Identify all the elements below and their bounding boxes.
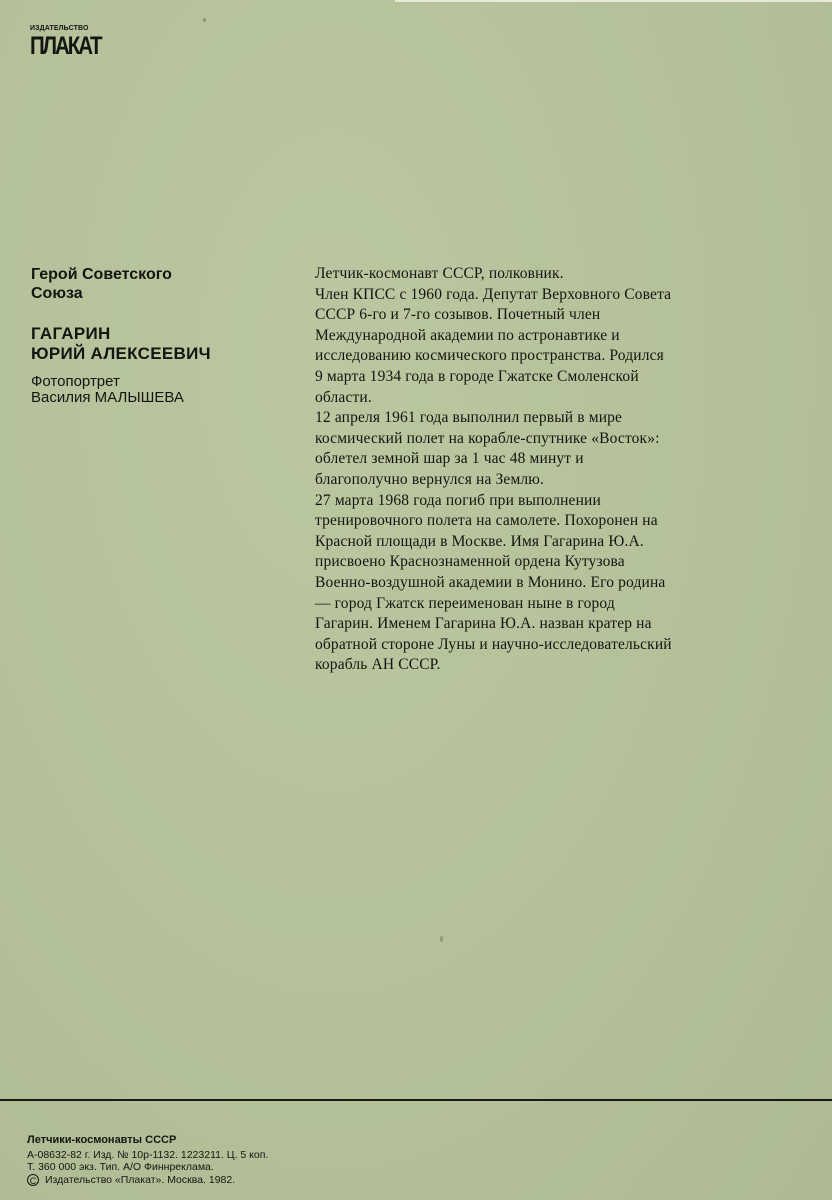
- hero-title-line1: Герой Советского: [31, 266, 172, 283]
- imprint-line3-wrap: [27, 1174, 427, 1187]
- publisher-logo: [30, 25, 101, 60]
- footer-divider: [0, 1099, 832, 1101]
- series-title: Летчики-космонавты СССР: [27, 1134, 177, 1146]
- copyright-icon: C: [27, 1174, 39, 1186]
- dust-speck: [440, 936, 443, 942]
- photo-credit-line2: Василия МАЛЫШЕВА: [31, 389, 184, 406]
- person-name: [31, 324, 276, 364]
- photo-credit: [31, 374, 276, 406]
- header-block: [31, 265, 276, 406]
- dust-speck: [203, 18, 206, 22]
- imprint-line2: Т. 360 000 экз. Тип. А/О Финнреклама.: [27, 1161, 214, 1173]
- hero-title: [31, 265, 276, 303]
- imprint-line1: А-08632-82 г. Изд. № 10р-1132. 1223211. Ц. 5 коп.: [27, 1148, 269, 1161]
- hero-title-line2: Союза: [31, 285, 83, 302]
- photo-credit-line1: Фотопортрет: [31, 373, 120, 390]
- logo-small-text: ИЗДАТЕЛЬСТВО: [30, 25, 89, 32]
- person-given-names: ЮРИЙ АЛЕКСЕЕВИЧ: [31, 344, 211, 363]
- logo-big-text: ПЛАКАТ: [30, 32, 101, 60]
- biography-text: Летчик-космонавт СССР, полковник. Член КПСС с 1960 года. Депутат Верховного Совета СССР 6-го и 7-го созывов. Почетный член Международной академии по астронавтике и исследованию космического пространства. Родился 9 марта 1934 года в городе Гжатске Смоленской области. 12 апреля 1961 года выполнил первый в мире космический полет на корабле-спутнике «Восток»: облетел земной шар за 1 час 48 минут и благополучно вернулся на Землю. 27 марта 1968 года погиб при выполнении тренировочного полета на самолете. Похоронен на Красной площади в Москве. Имя Гагарина Ю.А. присвоено Краснознаменной ордена Кутузова Военно-воздушной академии в Монино. Его родина — город Гжатск переименован ныне в город Гагарин. Именем Гагарина Ю.А. назван кратер на обратной стороне Луны и научно-исследовательский корабль АН СССР.: [315, 265, 672, 674]
- person-surname: ГАГАРИН: [31, 324, 111, 343]
- imprint-block: [27, 1134, 427, 1186]
- top-edge-line: [395, 0, 832, 2]
- imprint-line3: Издательство «Плакат». Москва. 1982.: [45, 1173, 236, 1186]
